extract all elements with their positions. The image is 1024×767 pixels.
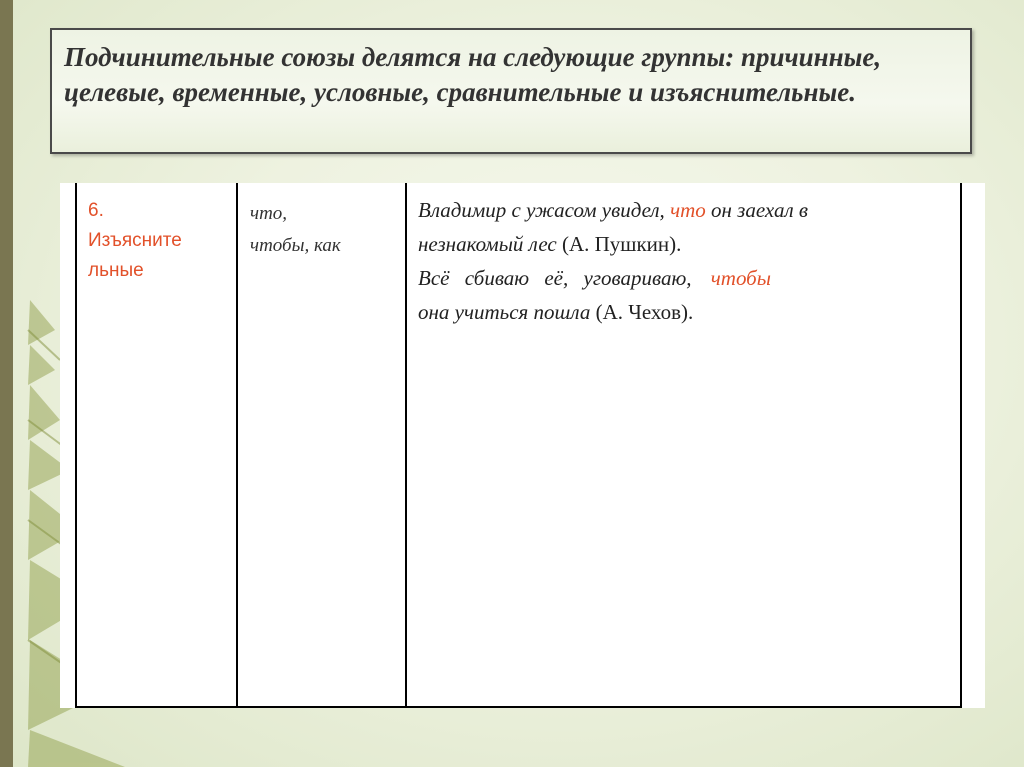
group-number: 6. bbox=[88, 200, 104, 221]
group-name-part1: Изъясните bbox=[88, 230, 182, 251]
conjunctions-line1: что, bbox=[250, 203, 288, 224]
table-divider-1 bbox=[236, 183, 238, 708]
example2-conjunction: чтобы bbox=[710, 266, 771, 290]
example2-author: (А. Чехов). bbox=[595, 300, 694, 324]
title-box bbox=[50, 28, 972, 154]
table-border-bottom bbox=[75, 706, 962, 708]
example1-line2: незнакомый лес (А. Пушкин). bbox=[418, 232, 682, 256]
group-name-cell bbox=[88, 196, 228, 286]
conjunctions-cell bbox=[250, 198, 400, 262]
conjunctions-line2: чтобы, как bbox=[250, 235, 341, 256]
example1-line1: Владимир с ужасом увидел, что он заехал в bbox=[418, 198, 808, 222]
group-name-part2: льные bbox=[88, 260, 144, 281]
example1-conjunction: что bbox=[670, 198, 706, 222]
examples-cell bbox=[418, 193, 963, 329]
example1-author: (А. Пушкин). bbox=[561, 232, 682, 256]
example2-line2: она учиться пошла (А. Чехов). bbox=[418, 300, 694, 324]
example2-line1: Всё сбиваю её, уговариваю, чтобы bbox=[418, 266, 771, 290]
table-border-left bbox=[75, 183, 77, 708]
slide-title: Подчинительные союзы делятся на следующие группы: причинные, целевые, временные, условные, сравнительные и изъяснительные. bbox=[64, 42, 882, 107]
table-divider-2 bbox=[405, 183, 407, 708]
